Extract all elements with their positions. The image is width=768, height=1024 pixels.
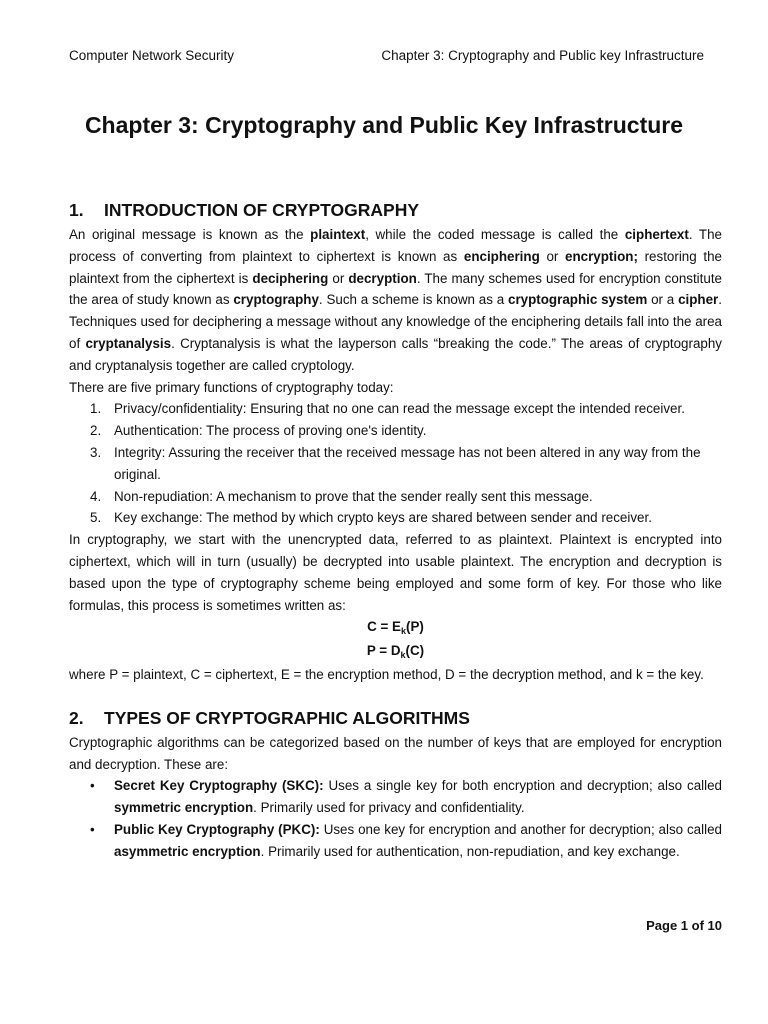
type-desc: Uses a single key for both encryption and decryption; also called (323, 778, 722, 794)
text-run: or (328, 270, 349, 286)
process-paragraph: In cryptography, we start with the unencrypted data, referred to as plaintext. Plaintext is encrypted into ciphertext, which will in turn (usually) be decrypted into usable plaintext. The encryption and decryption is based upon the type of cryptography scheme being employed and some form of key. For those who like formulas, this process is sometimes written as: (69, 532, 722, 613)
header-chapter-title: Chapter 3: Cryptography and Public key Infrastructure (381, 48, 704, 63)
type-alias: asymmetric encryption (114, 843, 261, 859)
functions-intro: There are five primary functions of cryptography today: (69, 379, 394, 395)
list-item (69, 775, 722, 819)
term-ciphertext: ciphertext (624, 227, 689, 242)
list-number: 5. (90, 510, 102, 526)
list-item (69, 398, 722, 420)
text-run: or a (647, 292, 679, 308)
page-number: Page 1 of 10 (646, 918, 722, 933)
encryption-formula (69, 616, 722, 640)
term-encryption: encryption; (565, 248, 638, 264)
formula-subscript: k (400, 650, 406, 661)
type-term: Public Key Cryptography (PKC): (114, 821, 320, 837)
text-run: restoring the plaintext from the ciphertext is (69, 248, 722, 286)
function-term: Key exchange: (114, 510, 203, 526)
type-desc: . Primarily used for authentication, non-repudiation, and key exchange. (260, 843, 680, 859)
section-1-number: 1. (69, 200, 84, 220)
function-desc: A mechanism to prove that the sender really sent this message. (213, 488, 593, 504)
formula-legend: where P = plaintext, C = ciphertext, E = the encryption method, D = the decryption method, and k = the key. (69, 666, 704, 682)
type-desc: Uses one key for encryption and another for decryption; also called (319, 821, 722, 837)
list-number: 4. (90, 488, 102, 504)
text-run: . The many schemes used for encryption constitute the area of study known as (69, 270, 722, 308)
section-spacer (69, 686, 722, 704)
formula-part: C = E (367, 619, 401, 635)
intro-paragraph (69, 224, 722, 377)
list-number: 1. (90, 401, 102, 417)
text-run: . Such a scheme is known as a (318, 292, 508, 308)
function-desc: Ensuring that no one can read the message except the intended receiver. (246, 401, 685, 417)
function-term: Authentication: (114, 423, 203, 439)
function-term: Non-repudiation: (114, 488, 214, 504)
type-desc: . Primarily used for privacy and confidentiality. (253, 800, 525, 816)
function-desc: Assuring the receiver that the received message has not been altered in any way from the original. (114, 444, 701, 482)
type-term: Secret Key Cryptography (SKC): (114, 778, 324, 794)
function-term: Privacy/confidentiality: (114, 401, 247, 417)
text-run: , while the coded message is called the (365, 227, 625, 242)
decryption-formula (69, 640, 722, 664)
text-run: . Techniques used for deciphering a message without any knowledge of the enciphering details fall into the area of (69, 292, 722, 351)
list-item (69, 819, 722, 863)
text-run: . Cryptanalysis is what the layperson calls “breaking the code.” The areas of cryptography and cryptanalysis together are called cryptology. (69, 335, 722, 373)
text-run: . The process of converting from plaintext to ciphertext is known as (69, 227, 722, 264)
function-desc: The method by which crypto keys are shared between sender and receiver. (202, 510, 652, 526)
functions-list (69, 398, 722, 529)
section-2-number: 2. (69, 707, 84, 728)
document-body (69, 196, 722, 863)
section-2-heading (69, 704, 722, 732)
section-1-title: INTRODUCTION OF CRYPTOGRAPHY (104, 200, 420, 220)
section-2-title: TYPES OF CRYPTOGRAPHIC ALGORITHMS (104, 707, 470, 728)
algorithm-types-list (69, 775, 722, 862)
type-alias: symmetric encryption (114, 800, 254, 816)
header-course-title: Computer Network Security (69, 48, 235, 63)
term-deciphering: deciphering (252, 270, 329, 286)
function-desc: The process of proving one's identity. (202, 423, 427, 439)
term-cryptography: cryptography (233, 292, 319, 308)
function-term: Integrity: (114, 444, 166, 460)
term-enciphering: enciphering (463, 248, 540, 264)
section-1-heading (69, 196, 722, 224)
chapter-title: Chapter 3: Cryptography and Public Key Infrastructure (84, 112, 684, 138)
term-plaintext: plaintext (310, 227, 366, 242)
list-item (69, 420, 722, 442)
list-item (69, 486, 722, 508)
text-run: or (539, 248, 566, 264)
term-cryptanalysis: cryptanalysis (85, 335, 172, 351)
bullet: • (90, 821, 95, 837)
algorithms-intro: Cryptographic algorithms can be categorized based on the number of keys that are employed for encryption and decryption. These are: (69, 734, 722, 772)
running-header (69, 46, 704, 66)
formula-part: P = D (366, 643, 401, 659)
formula-part: (P) (406, 619, 424, 635)
list-number: 2. (90, 423, 102, 439)
list-number: 3. (90, 444, 102, 460)
formula-part: (C) (405, 643, 425, 659)
text-run: An original message is known as the (69, 227, 311, 242)
list-item (69, 442, 722, 486)
list-item (69, 507, 722, 529)
term-cipher: cipher (678, 292, 719, 308)
term-decryption: decryption (348, 270, 417, 286)
bullet: • (90, 778, 95, 794)
term-cryptographic-system: cryptographic system (508, 292, 648, 308)
formula-subscript: k (401, 626, 407, 637)
